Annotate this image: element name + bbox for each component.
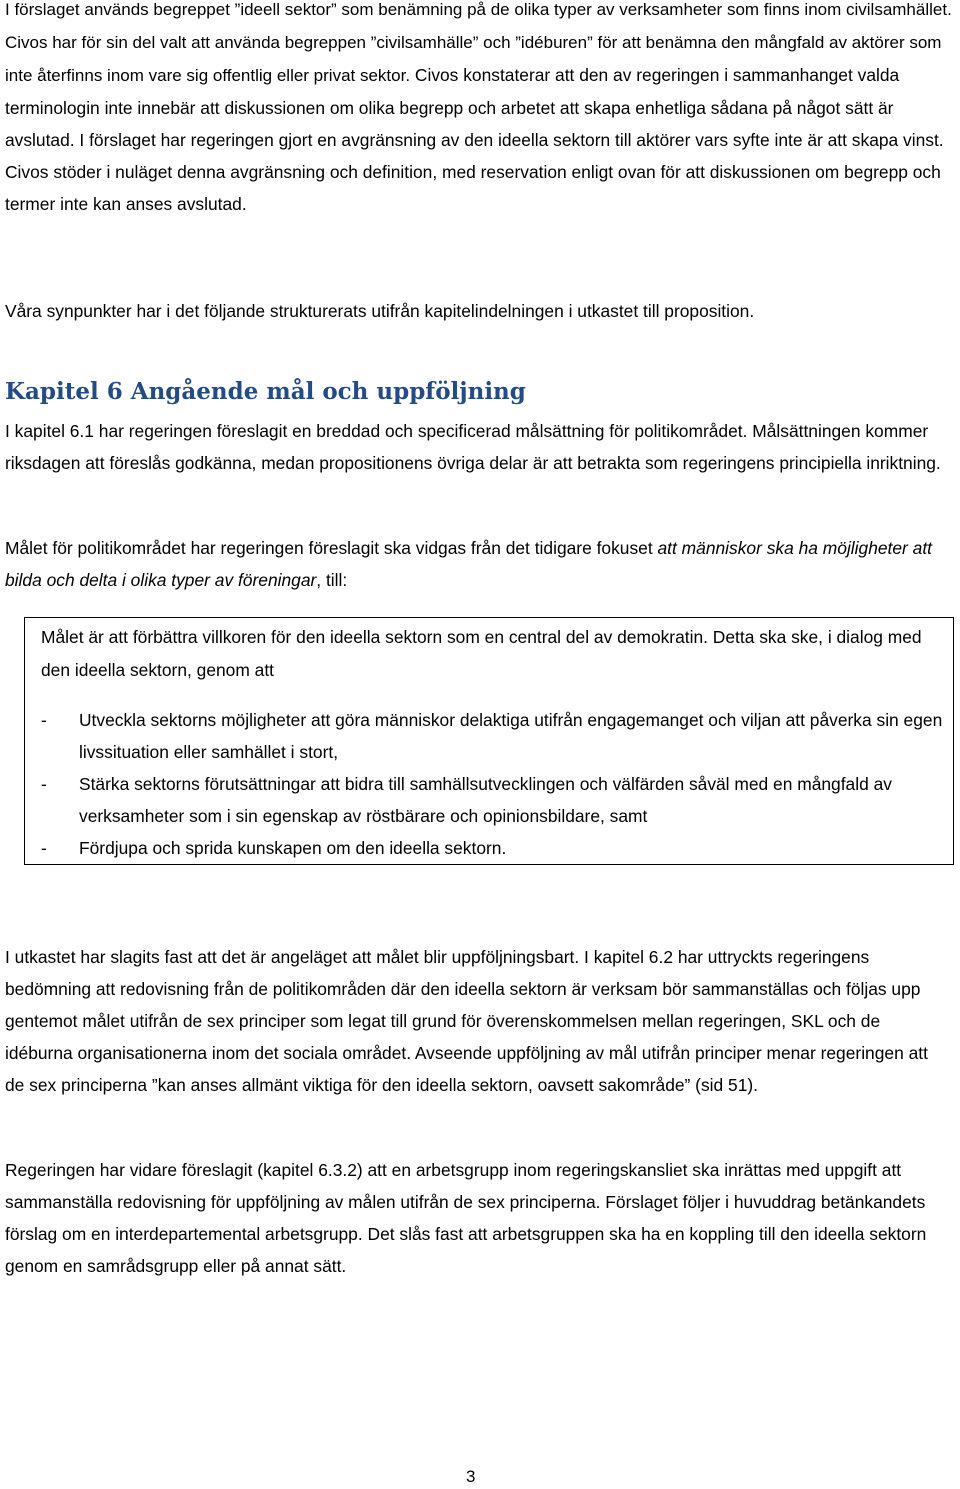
goal-text-emphasis: att människor ska ha möjligheter att bilda och delta i olika typer av föreningar (5, 538, 933, 590)
quote-bullet-item (41, 832, 946, 864)
goal-text-after: , till: (316, 570, 348, 590)
intro-paragraph-part1: I förslaget används begreppet ”ideell sektor” som benämning på de olika typer av verksamheter som finns inom civilsamhället. Civos har för sin del valt att använda begreppen ”civilsamhälle” och ”idéburen” för att benämna den mångfald av aktörer som inte återfinns inom vare sig offentlig eller privat sektor. (5, 0, 952, 85)
quote-bullet-list (41, 704, 946, 864)
page-number: 3 (466, 1467, 476, 1486)
bullet-dash: - (41, 710, 47, 730)
goal-quote-box (24, 617, 954, 865)
quote-bullet-text: Utveckla sektorns möjligheter att göra människor delaktiga utifrån engagemanget och viljan att påverka sin egen livssituation eller samhället i stort, (79, 710, 943, 762)
quote-lead: Målet är att förbättra villkoren för den ideella sektorn som en central del av demokratin. Detta ska ske, i dialog med den ideella sektorn, genom att (41, 627, 922, 680)
working-group-paragraph: Regeringen har vidare föreslagit (kapitel 6.3.2) att en arbetsgrupp inom regeringskansliet ska inrättas med uppgift att sammanställa redovisning för uppföljning av målen utifrån de sex principerna. Förslaget följer i huvuddrag betänkandets förslag om en interdepartemental arbetsgrupp. Det slås fast att arbetsgruppen ska ha en koppling till den ideella sektorn genom en samrådsgrupp eller på annat sätt. (5, 1160, 927, 1276)
chapter-heading: Kapitel 6 Angående mål och uppföljning (5, 378, 526, 405)
bullet-dash: - (41, 774, 47, 794)
quote-bullet-item (41, 704, 946, 768)
quote-bullet-text: Stärka sektorns förutsättningar att bidra till samhällsutvecklingen och välfärden såväl med en mångfald av verksamheter som i sin egenskap av röstbärare och opinionsbildare, samt (79, 774, 892, 826)
follow-up-paragraph: I utkastet har slagits fast att det är angeläget att målet blir uppföljningsbart. I kapitel 6.2 har uttryckts regeringens bedömning att redovisning från de politikområden där den ideella sektorn är verksam bör sammanställas och följas upp gentemot målet utifrån de sex principer som legat till grund för överenskommelsen mellan regeringen, SKL och de idéburna organisationerna inom det sociala området. Avseende uppföljning av mål utifrån principer menar regeringen att de sex principerna ”kan anses allmänt viktiga för den ideella sektorn, oavsett sakområde” (sid 51). (5, 947, 928, 1095)
intro-paragraph (5, 0, 953, 220)
bullet-dash: - (41, 838, 47, 858)
goal-text-before: Målet för politikområdet har regeringen föreslagit ska vidgas från det tidigare fokuset (5, 538, 658, 558)
intro-paragraph-part2: Civos konstaterar att den av regeringen i sammanhanget valda terminologin inte innebär att diskussionen om olika begrepp och arbetet att skapa enhetliga sådana på något sätt är avslutad. I förslaget har regeringen gjort en avgränsning av den ideella sektorn till aktörer vars syfte inte är att skapa vinst. Civos stöder i nuläget denna avgränsning och definition, med reservation enligt ovan för att diskussionen om begrepp och termer inte kan anses avslutad. (5, 65, 944, 214)
quote-bullet-text: Fördjupa och sprida kunskapen om den ideella sektorn. (79, 838, 507, 858)
quote-bullet-item (41, 768, 946, 832)
chapter-intro-paragraph: I kapitel 6.1 har regeringen föreslagit en breddad och specificerad målsättning för politikområdet. Målsättningen kommer riksdagen att föreslås godkänna, medan propositionens övriga delar är att betrakta som regeringens principiella inriktning. (5, 421, 941, 473)
goal-paragraph (5, 532, 945, 596)
structure-note: Våra synpunkter har i det följande strukturerats utifrån kapitelindelningen i utkastet till proposition. (5, 301, 755, 321)
